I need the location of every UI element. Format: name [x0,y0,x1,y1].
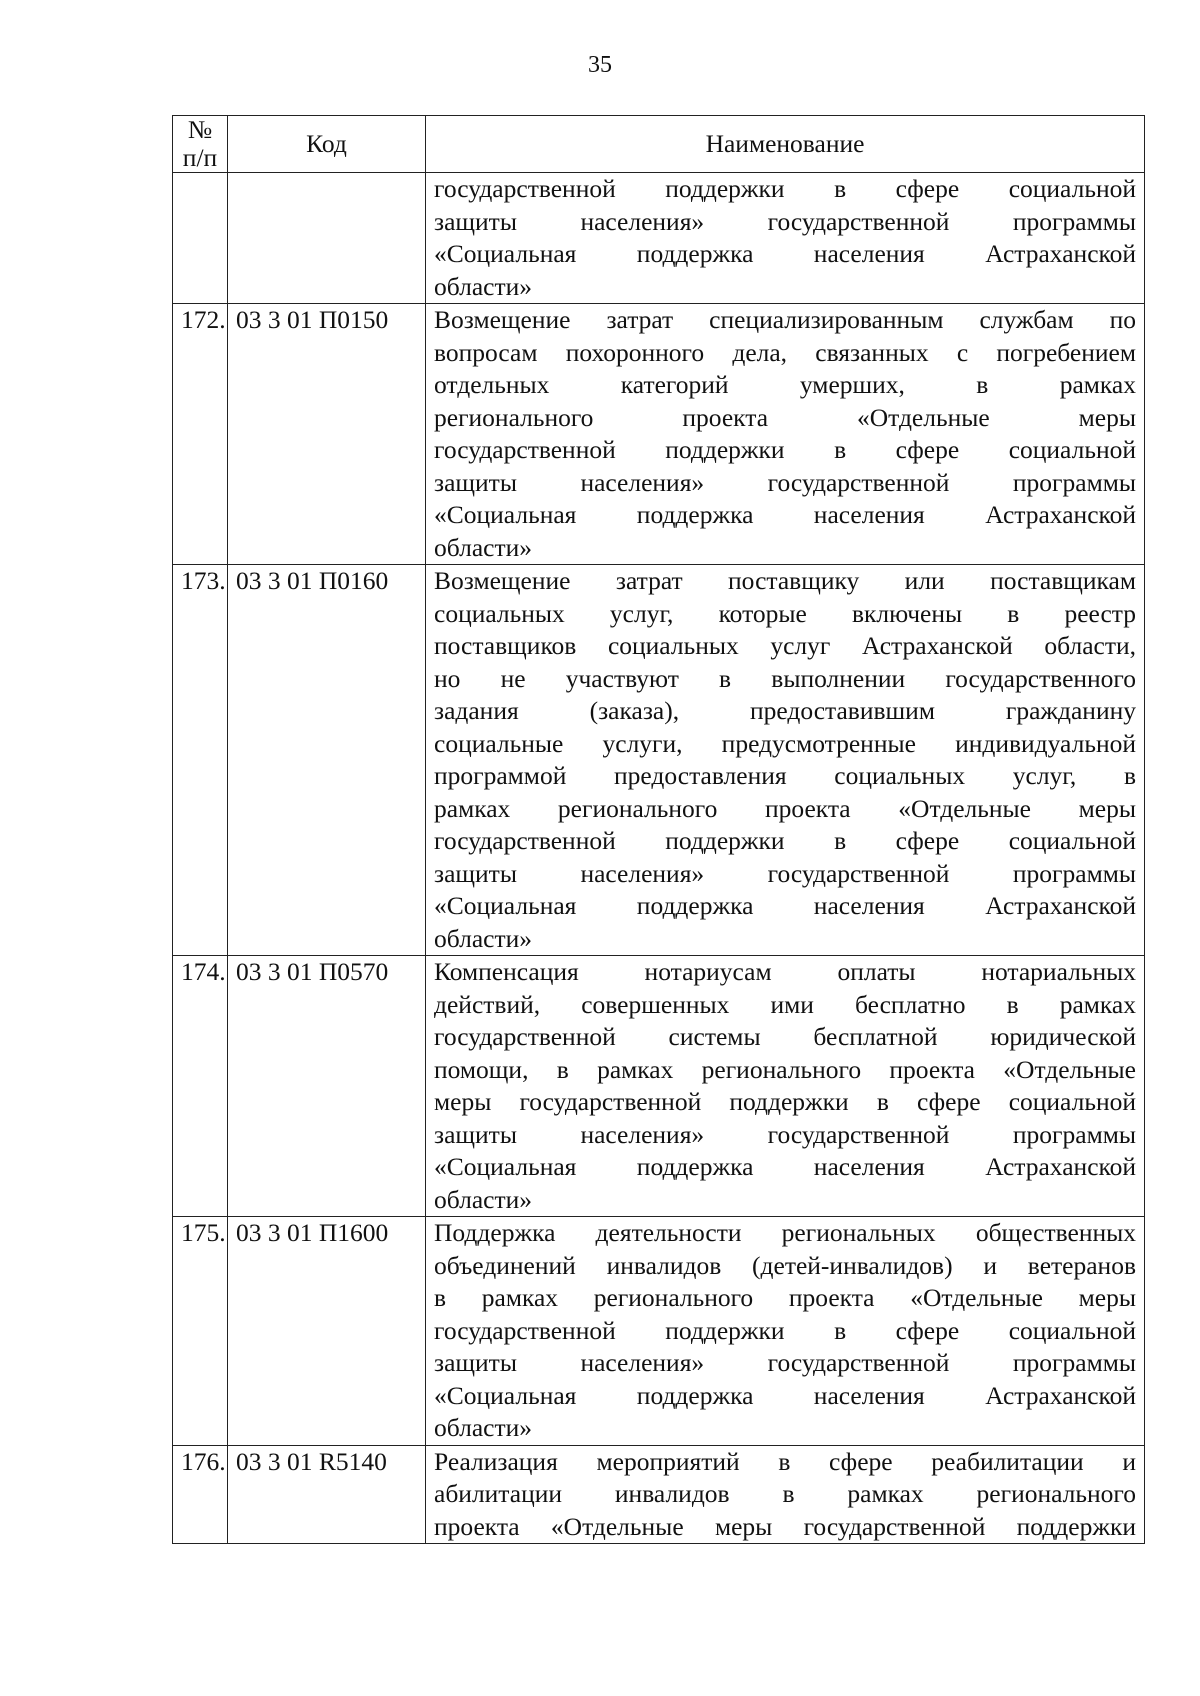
row-name [426,173,1145,304]
header-code: Код [228,116,426,173]
name-line: поставщиков социальных услуг Астраханской области, [434,631,1136,660]
row-number: 174. [173,956,228,1217]
table-row [173,173,1145,304]
header-name: Наименование [426,116,1145,173]
name-line: регионального проекта «Отдельные меры [434,402,1136,432]
name-line: государственной системы бесплатной юридической [434,1022,1136,1051]
row-number: 172. [173,304,228,565]
name-line: программой предоставления социальных услуг, в [434,761,1136,790]
table-header-row [173,116,1145,173]
table-row [173,1445,1145,1544]
name-line: государственной поддержки в сфере социальной [434,174,1136,203]
table-row [173,1217,1145,1446]
table-body [173,173,1145,1544]
name-line: защиты населения» государственной программы [434,467,1136,497]
name-line: отдельных категорий умерших, в рамках [434,370,1136,399]
name-line: задания (заказа), предоставившим гражданину [434,696,1136,725]
name-line: области» [434,1413,532,1442]
table-row [173,956,1145,1217]
name-line: области» [434,532,532,562]
row-name [426,1445,1145,1544]
name-line: Реализация мероприятий в сфере реабилитации и [434,1446,1136,1476]
name-line: «Социальная поддержка населения Астраханской [434,1152,1136,1181]
name-line: государственной поддержки в сфере социальной [434,1315,1136,1345]
page-number: 35 [588,52,612,78]
name-line: в рамках регионального проекта «Отдельные меры [434,1283,1136,1312]
row-number: 175. [173,1217,228,1446]
row-code [228,173,426,304]
row-number: 173. [173,565,228,956]
row-code: 03 3 01 R5140 [228,1445,426,1544]
name-line: рамках регионального проекта «Отдельные меры [434,793,1136,823]
name-line: области» [434,1184,532,1214]
budget-code-table [172,115,1145,1544]
name-line: проекта «Отдельные меры государственной поддержки [434,1511,1136,1541]
name-line: государственной поддержки в сфере социальной [434,826,1136,855]
row-code: 03 3 01 П0150 [228,304,426,565]
table-row [173,304,1145,565]
name-line: защиты населения» государственной программы [434,206,1136,236]
name-line: Возмещение затрат поставщику или поставщикам [434,566,1136,595]
name-line: социальных услуг, которые включены в реестр [434,598,1136,628]
name-line: защиты населения» государственной программы [434,1348,1136,1377]
name-line: «Социальная поддержка населения Астраханской [434,1380,1136,1410]
name-line: меры государственной поддержки в сфере социальной [434,1087,1136,1116]
name-line: области» [434,271,532,301]
name-line: вопросам похоронного дела, связанных с погребением [434,337,1136,367]
table-row [173,565,1145,956]
row-code: 03 3 01 П1600 [228,1217,426,1446]
name-line: объединений инвалидов (детей-инвалидов) и ветеранов [434,1250,1136,1280]
row-name [426,565,1145,956]
header-number-sign: № [187,115,213,144]
row-code: 03 3 01 П0570 [228,956,426,1217]
name-line: «Социальная поддержка населения Астраханской [434,500,1136,529]
row-number [173,173,228,304]
name-line: «Социальная поддержка населения Астраханской [434,239,1136,268]
row-code: 03 3 01 П0160 [228,565,426,956]
header-number-abbr: п/п [182,143,218,172]
name-line: действий, совершенных ими бесплатно в рамках [434,989,1136,1019]
row-name [426,304,1145,565]
name-line: но не участвуют в выполнении государственного [434,663,1136,693]
row-name [426,1217,1145,1446]
name-line: государственной поддержки в сфере социальной [434,435,1136,464]
name-line: социальные услуги, предусмотренные индивидуальной [434,728,1136,758]
name-line: области» [434,923,532,953]
name-line: абилитации инвалидов в рамках регионального [434,1479,1136,1508]
name-line: помощи, в рамках регионального проекта «Отдельные [434,1054,1136,1084]
row-name [426,956,1145,1217]
name-line: защиты населения» государственной программы [434,858,1136,888]
row-number: 176. [173,1445,228,1544]
name-line: защиты населения» государственной программы [434,1119,1136,1149]
name-line: Возмещение затрат специализированным службам по [434,305,1136,334]
name-line: Поддержка деятельности региональных общественных [434,1218,1136,1247]
header-row-number [173,116,228,173]
name-line: «Социальная поддержка населения Астраханской [434,891,1136,920]
name-line: Компенсация нотариусам оплаты нотариальных [434,957,1136,986]
